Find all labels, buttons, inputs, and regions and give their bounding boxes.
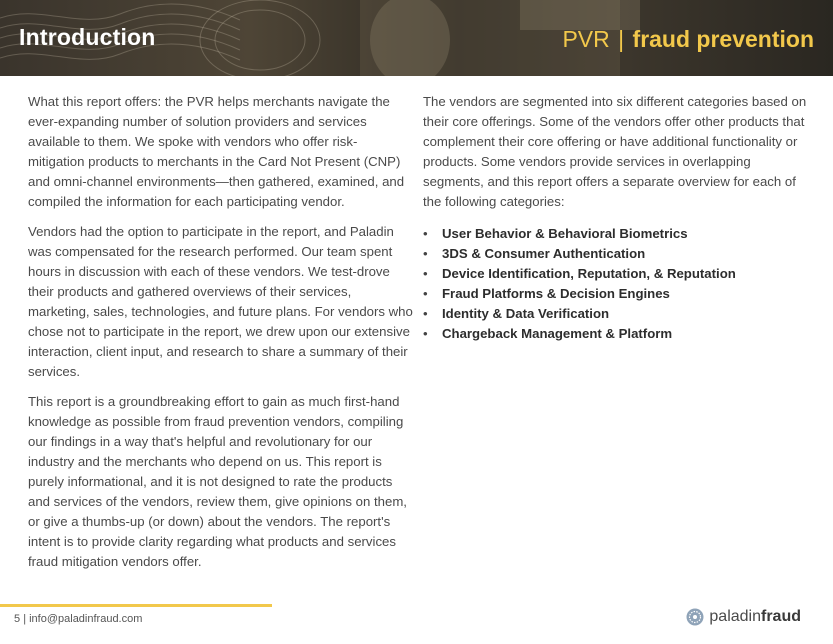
logo-mark-icon [686,608,704,626]
brand-separator: | [618,26,625,52]
category-label: Chargeback Management & Platform [442,326,673,341]
category-label: Device Identification, Reputation, & Reputation [442,266,736,281]
bullet-icon: • [423,306,428,321]
footer-divider [0,604,272,607]
list-item [423,304,808,324]
page-title: Introduction [19,24,156,50]
header-banner [0,0,833,76]
bullet-icon: • [423,266,428,281]
paragraph-categories-intro: The vendors are segmented into six different categories based on their core offerings. Some of the vendors offer other products that complement their core offering or have additional functionality or products. Some vendors provide services in overlapping segments, and this report offers a separate overview for each of the following categories: [423,94,807,209]
email-link[interactable]: info@paladinfraud.com [29,613,143,625]
category-label: User Behavior & Behavioral Biometrics [442,226,688,241]
category-label: Identity & Data Verification [442,306,610,321]
paragraph-report-offers: What this report offers: the PVR helps merchants navigate the ever-expanding number of solution providers and services available to them. We spoke with vendors who offer risk-mitigation products to merchants in the Card Not Present (CNP) and omni-channel environments—then gathered, examined, and compiled the information for each participating vendor. [28,94,405,209]
list-item [423,224,808,244]
brand-title [562,26,814,53]
bullet-icon: • [423,226,428,241]
list-item [423,324,808,344]
paladin-logo [686,608,801,626]
paragraph-report-purpose: This report is a groundbreaking effort to gain as much first-hand knowledge as possible from fraud prevention vendors, compiling our findings in a way that's helpful and revolutionary for our industry and the merchants who depend on us. This report is purely informational, and it is not designed to rate the products and services of the vendors, review them, give opinions on them, or give a thumbs-up (or down) about the vendors. The report's intent is to provide clarity regarding what products and services fraud mitigation vendors offer. [28,394,407,569]
list-item [423,284,808,304]
logo-wordmark [709,608,801,626]
page-number: 5 [14,613,21,625]
bullet-icon: • [423,246,428,261]
logo-text-light: paladin [709,608,761,625]
footer-separator: | [23,613,27,625]
brand-prefix: PVR [562,26,610,52]
bullet-icon: • [423,286,428,301]
footer-contact [14,613,142,625]
brand-name: fraud prevention [632,26,814,52]
category-label: 3DS & Consumer Authentication [442,246,646,261]
category-list [423,224,808,344]
list-item [423,264,808,284]
left-column [28,92,413,582]
paragraph-vendor-participation: Vendors had the option to participate in the report, and Paladin was compensated for the research performed. Our team spent hours in discussion with each of these vendors. We test-drove their products and gathered overviews of their services, marketing, sales, technologies, and future plans. For vendors who chose not to participate in the report, we drew upon our extensive interaction, client input, and research to share a summary of their services. [28,224,413,379]
category-label: Fraud Platforms & Decision Engines [442,286,670,301]
right-column [423,92,808,344]
bullet-icon: • [423,326,428,341]
list-item [423,244,808,264]
logo-text-bold: fraud [761,608,801,625]
